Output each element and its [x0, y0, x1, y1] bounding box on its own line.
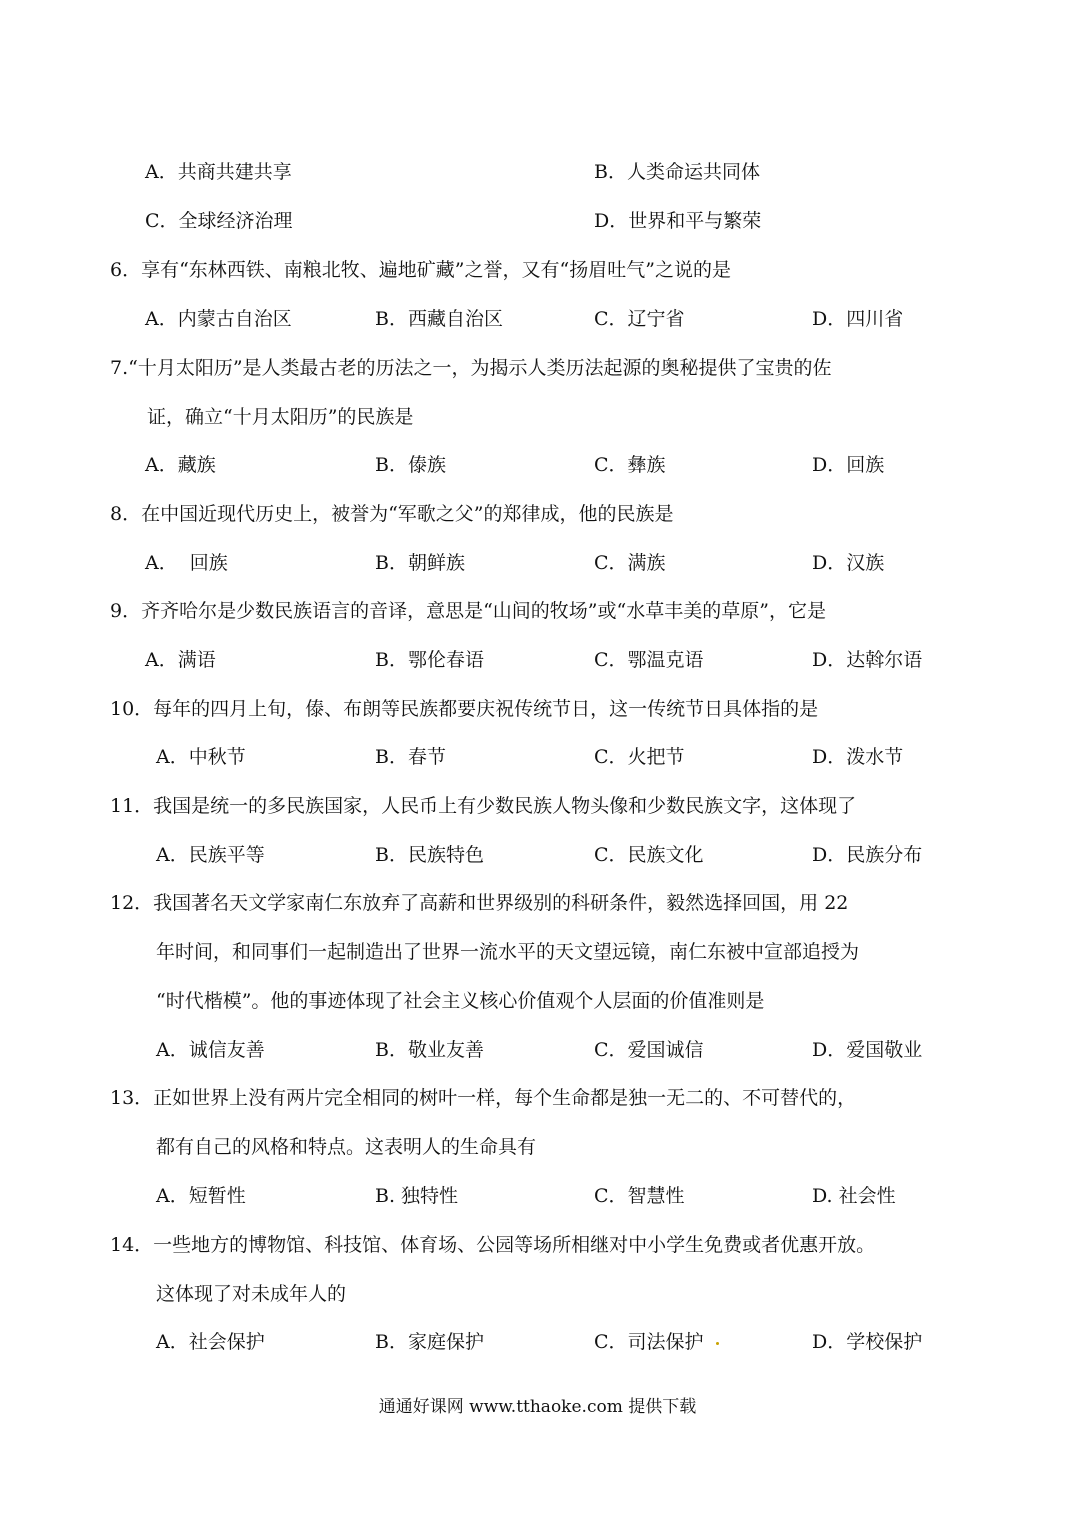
q13-option-d: D. 社会性	[812, 1185, 896, 1207]
q7-stem-cont: 证，确立“十月太阳历”的民族是	[147, 406, 414, 428]
q14-stem-cont: 这体现了对未成年人的	[156, 1283, 347, 1305]
q9-stem: 9．齐齐哈尔是少数民族语言的音译，意思是“山间的牧场”或“水草丰美的草原”，它是	[110, 600, 826, 622]
page-footer: 通通好课网 www.tthaoke.com 提供下载	[378, 1397, 697, 1417]
q13-option-c: C．智慧性	[594, 1185, 685, 1207]
q5-option-a: A．共商共建共享	[145, 161, 292, 183]
q11-option-c: C．民族文化	[594, 844, 704, 866]
q9-option-a: A．满语	[145, 649, 216, 671]
q7-option-c: C．彝族	[594, 454, 666, 476]
q7-option-d: D．回族	[812, 454, 885, 476]
q14-option-c-text: C．司法保护	[594, 1331, 704, 1353]
q12-option-a: A．诚信友善	[156, 1039, 265, 1061]
q6-option-c: C．辽宁省	[594, 308, 685, 330]
q9-option-d: D．达斡尔语	[812, 649, 923, 671]
q7-option-b: B．傣族	[375, 454, 446, 476]
q14-stem: 14．一些地方的博物馆、科技馆、体育场、公园等场所相继对中小学生免费或者优惠开放。	[110, 1234, 876, 1256]
q14-option-a: A．社会保护	[156, 1331, 265, 1353]
q14-option-c	[594, 1330, 719, 1354]
q12-stem-cont-2: “时代楷模”。他的事迹体现了社会主义核心价值观个人层面的价值准则是	[156, 990, 765, 1012]
q5-option-d: D．世界和平与繁荣	[594, 210, 762, 232]
q14-option-b: B．家庭保护	[375, 1331, 484, 1353]
q14-option-d: D．学校保护	[812, 1331, 923, 1353]
q10-option-c: C．火把节	[594, 746, 685, 768]
q8-option-b: B．朝鲜族	[375, 552, 465, 574]
q11-option-b: B．民族特色	[375, 844, 484, 866]
q10-option-d: D．泼水节	[812, 746, 904, 768]
q12-stem-cont-1: 年时间，和同事们一起制造出了世界一流水平的天文望远镜，南仁东被中宣部追授为	[156, 941, 860, 963]
q10-option-b: B．春节	[375, 746, 446, 768]
q5-option-c: C．全球经济治理	[145, 210, 293, 232]
q5-option-b: B．人类命运共同体	[594, 161, 760, 183]
q13-stem: 13．正如世界上没有两片完全相同的树叶一样，每个生命都是独一无二的、不可替代的，	[110, 1087, 857, 1109]
q9-option-c: C．鄂温克语	[594, 649, 704, 671]
q13-option-a: A．短暂性	[156, 1185, 246, 1207]
stray-dot-mark	[716, 1342, 719, 1345]
q8-option-c: C．满族	[594, 552, 666, 574]
q11-stem: 11．我国是统一的多民族国家，人民币上有少数民族人物头像和少数民族文字，这体现了	[110, 795, 857, 817]
q6-option-b: B．西藏自治区	[375, 308, 503, 330]
q9-option-b: B．鄂伦春语	[375, 649, 484, 671]
q7-stem: 7.“十月太阳历”是人类最古老的历法之一，为揭示人类历法起源的奥秘提供了宝贵的佐	[110, 357, 832, 379]
q8-stem: 8．在中国近现代历史上，被誉为“军歌之父”的郑律成，他的民族是	[110, 503, 674, 525]
q12-option-c: C．爱国诚信	[594, 1039, 704, 1061]
q11-option-d: D．民族分布	[812, 844, 923, 866]
q11-option-a: A．民族平等	[156, 844, 265, 866]
q10-stem: 10．每年的四月上旬，傣、布朗等民族都要庆祝传统节日，这一传统节日具体指的是	[110, 698, 819, 720]
q6-option-a: A．内蒙古自治区	[145, 308, 292, 330]
q10-option-a: A．中秋节	[156, 746, 246, 768]
q6-stem: 6．享有“东林西铁、南粮北牧、遍地矿藏”之誉，又有“扬眉吐气”之说的是	[110, 259, 731, 281]
q6-option-d: D．四川省	[812, 308, 904, 330]
q12-option-d: D．爱国敬业	[812, 1039, 923, 1061]
q13-stem-cont: 都有自己的风格和特点。这表明人的生命具有	[156, 1136, 537, 1158]
q13-option-b: B. 独特性	[375, 1185, 459, 1207]
q8-option-a: A． 回族	[145, 552, 228, 574]
q8-option-d: D．汉族	[812, 552, 885, 574]
q7-option-a: A．藏族	[145, 454, 216, 476]
q12-option-b: B．敬业友善	[375, 1039, 484, 1061]
q12-stem: 12．我国著名天文学家南仁东放弃了高薪和世界级别的科研条件，毅然选择回国，用 22	[110, 892, 849, 914]
